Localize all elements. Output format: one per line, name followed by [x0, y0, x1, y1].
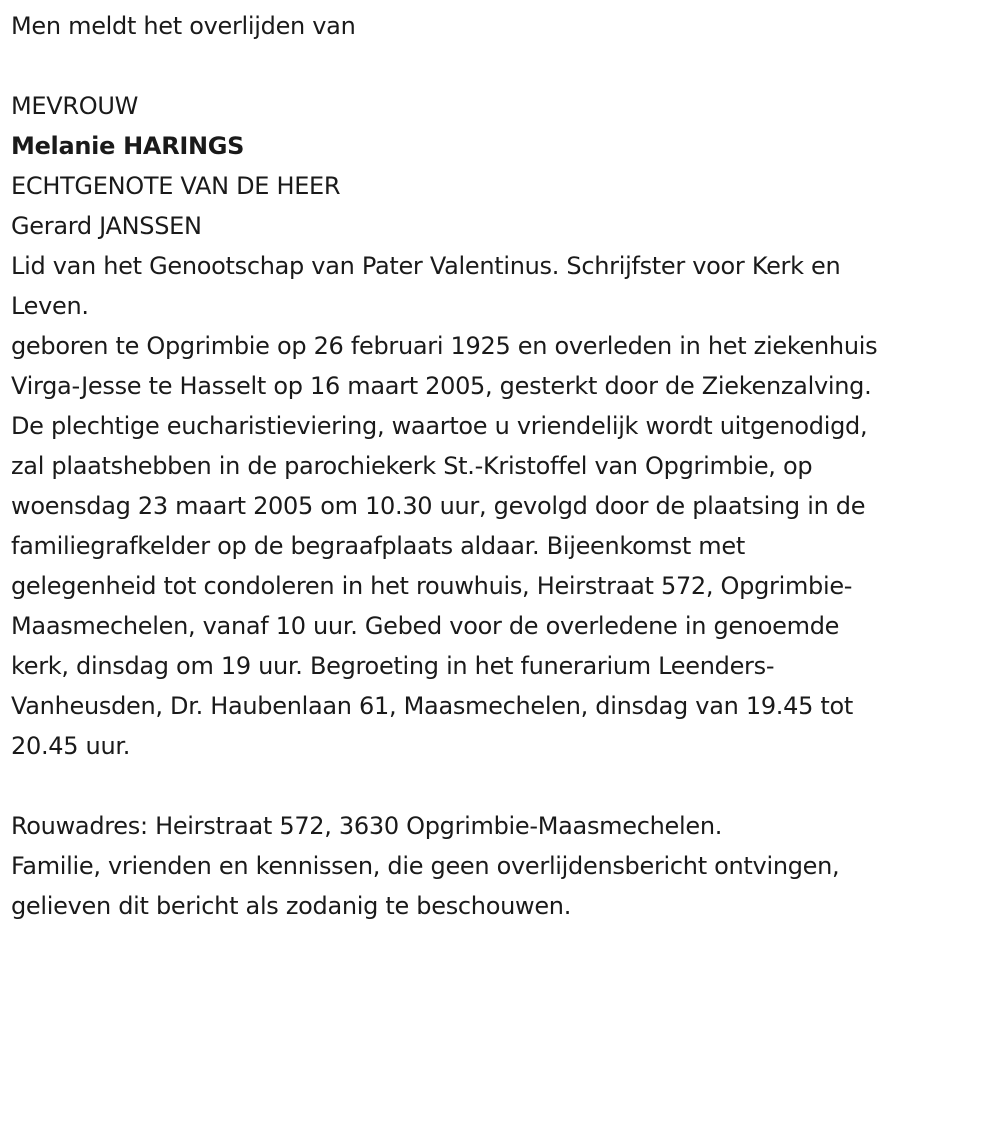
obituary-notice [11, 0, 991, 926]
deceased-name: Melanie HARINGS [11, 132, 245, 160]
ceremony-line: gelegenheid tot condoleren in het rouwhuis, Heirstraat 572, Opgrimbie- [11, 572, 853, 600]
ceremony-line: De plechtige eucharistieviering, waartoe u vriendelijk wordt uitgenodigd, [11, 412, 868, 440]
ceremony-line: kerk, dinsdag om 19 uur. Begroeting in het funerarium Leenders- [11, 652, 775, 680]
closing-line: Familie, vrienden en kennissen, die geen overlijdensbericht ontvingen, [11, 852, 840, 880]
ceremony-line: Maasmechelen, vanaf 10 uur. Gebed voor de overledene in genoemde [11, 612, 840, 640]
membership-line: Leven. [11, 292, 89, 320]
mourning-address: Rouwadres: Heirstraat 572, 3630 Opgrimbie-Maasmechelen. [11, 812, 723, 840]
membership-line: Lid van het Genootschap van Pater Valentinus. Schrijfster voor Kerk en [11, 252, 841, 280]
ceremony-line: 20.45 uur. [11, 732, 131, 760]
ceremony-line: Vanheusden, Dr. Haubenlaan 61, Maasmechelen, dinsdag van 19.45 tot [11, 692, 853, 720]
ceremony-line: familiegrafkelder op de begraafplaats aldaar. Bijeenkomst met [11, 532, 745, 560]
birth-death-line: Virga-Jesse te Hasselt op 16 maart 2005, gesterkt door de Ziekenzalving. [11, 372, 872, 400]
ceremony-line: zal plaatshebben in de parochiekerk St.-Kristoffel van Opgrimbie, op [11, 452, 813, 480]
birth-death-paragraph [11, 326, 991, 406]
closing-paragraph [11, 846, 991, 926]
relation-text: ECHTGENOTE VAN DE HEER [11, 172, 341, 200]
ceremony-line: woensdag 23 maart 2005 om 10.30 uur, gevolgd door de plaatsing in de [11, 492, 866, 520]
spouse-name: Gerard JANSSEN [11, 212, 202, 240]
honorific-title: MEVROUW [11, 92, 139, 120]
closing-line: gelieven dit bericht als zodanig te beschouwen. [11, 892, 572, 920]
membership-paragraph [11, 246, 991, 326]
birth-death-line: geboren te Opgrimbie op 26 februari 1925 en overleden in het ziekenhuis [11, 332, 878, 360]
ceremony-paragraph [11, 406, 991, 766]
intro-text: Men meldt het overlijden van [11, 12, 356, 40]
